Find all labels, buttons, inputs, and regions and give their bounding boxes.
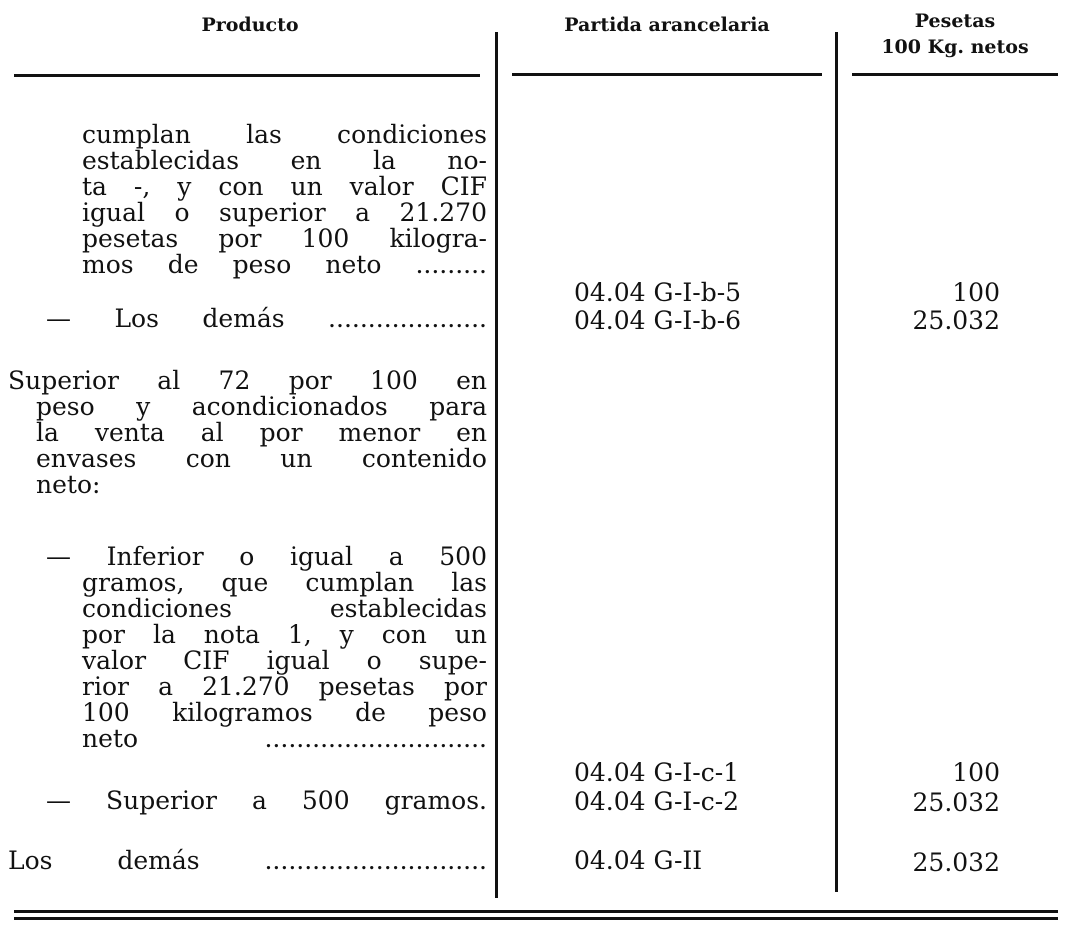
column-separator-1 bbox=[495, 32, 498, 898]
text-line: condiciones establecidas bbox=[82, 594, 487, 623]
text-line: neto ............................ bbox=[82, 724, 487, 753]
text-line: 100 kilogramos de peso bbox=[82, 698, 487, 727]
product-cell-row-2: — Los demás .................... bbox=[46, 304, 487, 333]
header-producto: Producto bbox=[201, 14, 299, 36]
text-line: peso y acondicionados para bbox=[36, 392, 487, 421]
text-line: valor CIF igual o supe- bbox=[82, 646, 487, 675]
header-pesetas-unit: 100 Kg. netos bbox=[881, 36, 1029, 58]
text-line: rior a 21.270 pesetas por bbox=[82, 672, 487, 701]
partida-code: 04.04 G-I-c-2 bbox=[574, 787, 740, 816]
product-cell-row-5: — Superior a 500 gramos. bbox=[46, 786, 487, 815]
text-line: envases con un contenido bbox=[36, 444, 487, 473]
text-line: por la nota 1, y con un bbox=[82, 620, 487, 649]
bottom-rule-upper bbox=[14, 910, 1058, 913]
text-line: cumplan las condiciones bbox=[82, 120, 487, 149]
text-line: gramos, que cumplan las bbox=[82, 568, 487, 597]
text-line: pesetas por 100 kilogra- bbox=[82, 224, 487, 253]
pesetas-value: 25.032 bbox=[912, 848, 1000, 877]
text-line: neto: bbox=[36, 470, 101, 499]
partida-code: 04.04 G-I-c-1 bbox=[574, 758, 740, 787]
pesetas-value: 25.032 bbox=[912, 788, 1000, 817]
header-pesetas: Pesetas bbox=[914, 10, 996, 32]
text-line: — Inferior o igual a 500 bbox=[46, 542, 487, 571]
header-partida-arancelaria: Partida arancelaria bbox=[564, 14, 770, 36]
pesetas-value: 25.032 bbox=[912, 306, 1000, 335]
text-line: establecidas en la no- bbox=[82, 146, 487, 175]
text-line: mos de peso neto ......... bbox=[82, 250, 487, 279]
header-rule-producto bbox=[14, 74, 480, 77]
pesetas-value: 100 bbox=[952, 278, 1000, 307]
partida-code: 04.04 G-I-b-5 bbox=[574, 278, 742, 307]
header-rule-pesetas bbox=[852, 73, 1058, 76]
text-line: Superior al 72 por 100 en bbox=[8, 366, 487, 395]
text-line: ta -, y con un valor CIF bbox=[82, 172, 487, 201]
bottom-rule-lower bbox=[14, 917, 1058, 920]
partida-code: 04.04 G-II bbox=[574, 846, 703, 875]
text-line: la venta al por menor en bbox=[36, 418, 487, 447]
partida-code: 04.04 G-I-b-6 bbox=[574, 306, 742, 335]
header-rule-partida bbox=[512, 73, 822, 76]
pesetas-value: 100 bbox=[952, 758, 1000, 787]
product-cell-row-6: Los demás ............................ bbox=[8, 846, 487, 875]
text-line: igual o superior a 21.270 bbox=[82, 198, 487, 227]
